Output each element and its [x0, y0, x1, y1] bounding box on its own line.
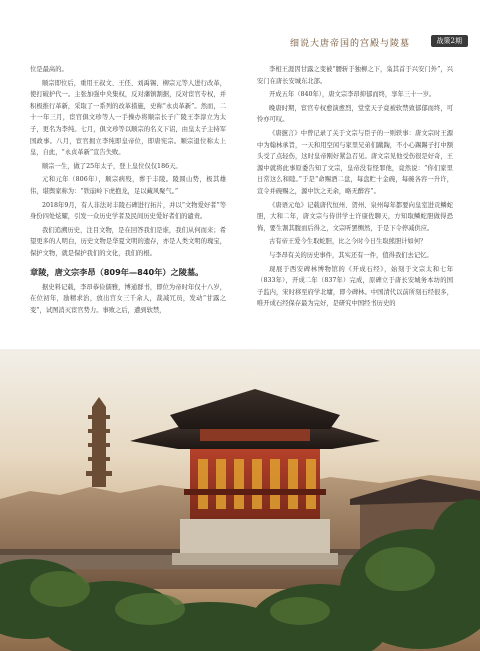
paragraph: 2018年9月，有人非法对丰陵石碑进行拓片，并以“文物爱好者”等身份四处炫耀，引发一众历史学者及民间历史爱好者们的谴责。 — [30, 201, 226, 221]
palace-photo — [0, 349, 480, 651]
left-column — [30, 64, 226, 318]
paragraph: 我们追溯历史，注目文物，是在回答我们是谁，我们从何而来；希望更多的人明白，历史文物是华夏文明的遗存，亦是人类文明的瑰宝，保护文物，就是保护我们的文化，我们的根。 — [30, 226, 226, 257]
paragraph: 顺宗一生，做了25年太子，登上皇位仅仅186天。 — [42, 162, 182, 170]
paragraph: 元和元年（806年），顺宗病殁，葬于丰陵。陵圆山势，极其雄伟，堪舆家称为：“铁崩岭下虎抱龙，足以藏风聚气。” — [30, 176, 226, 195]
page-header — [0, 0, 480, 52]
section-heading: 章陵，唐文宗李昂（809年—840年）之陵墓。 — [30, 266, 204, 277]
paragraph: 古有帝王爱今生取蛇胆，比之今时今日生取熊胆计如何？ — [269, 238, 427, 246]
paragraph: 《唐语元龟》记载唐代恒州、贺州、泉州每年都要向皇室进贡鳞蛇胆，大和二年，唐文宗与侍讲学士许康佐聊天，方知取鳞蛇胆做得恐怖，要生割其腹而后得之，文宗听罢恻然，于是下令停减供应。 — [257, 201, 453, 232]
paragraph: 开成五年（840年），唐文宗李昂抑郁而终，享年三十一岁。 — [269, 91, 436, 99]
paragraph: 与李昂有关的历史事件，其实还有一件，值得我们去记忆。 — [269, 251, 433, 259]
magazine-title: 细说大唐帝国的宫殿与陵墓 — [289, 39, 410, 49]
paragraph: 李相王涯因甘露之变被“腰斩于独柳之下，枭其首于兴安门外”，兴安门在唐长安城东北部。 — [257, 66, 453, 85]
paragraph: 现展于西安碑林博物馆的《开成石经》，始刻于文宗太和七年（833年），开成二年（837年）完成，原碑立于唐长安城务本坊的国子监内，宋时移至府学北墉，即今碑林。中国清代以前所刻石经很多，唯开成石经保存最为完好，是研究中国经书历史的 — [257, 265, 453, 308]
paragraph: 据史料记载，李昂恭俭儒雅，博通群书，即位为帝时年仅十八岁，在位初年，励精求治，放出宫女三千余人，裁减冗员，发动“甘露之变”，试图消灭宦官势力。事败之后，遭到软禁， — [30, 283, 226, 314]
paragraph: 《唐摭言》中曾记录了关于文宗与臣子的一则轶事：唐文宗时王源中为翰林承旨，一天和用空闲与家里兄弟们蹴踘，不小心踢踢子打中额头受了点轻伤，这时皇帝刚好紧急召见。唐文宗见他受伤很是好奇，王源中就将此事原委告知了文宗，皇帝没有怪罪他，竟然说：“你们家里日常这么和睦。”于是“命赐酒二盘，每盘贮十金碗，每碗各容一升许，宣令并碗赐之，源中饮之无余，略无醉容”。 — [257, 129, 453, 195]
issue-tag: 战策2期 — [431, 35, 468, 47]
paragraph: 晚唐时期，宦官专权愈演愈烈，堂堂天子竟被软禁致郁郁而终，可怜亦可叹。 — [257, 104, 453, 124]
paragraph: 顺宗即位后，重用王叔文、王伾、刘禹锡、柳宗元等人进行改革，使打破护代一。主张加强中央集权，反对藩镇割据，反对宦官专权，并积极推行革新，采取了一系列的改革措施，史称“永贞革新”。然而，二十一年三月，宦官俱文珍等人一手操办将顺宗长子广陵王李淳立为太子，更名为李纯。七月，俱文珍等以顺宗的名义下诏，由皇太子主持军国政事。八月，宦官拥立李纯即皇帝位，即唐宪宗。顺宗退位称太上皇，自此，“永贞革新”宣告失败。 — [30, 79, 226, 157]
right-column — [257, 64, 453, 312]
paragraph: 位是最高的。 — [30, 66, 68, 73]
